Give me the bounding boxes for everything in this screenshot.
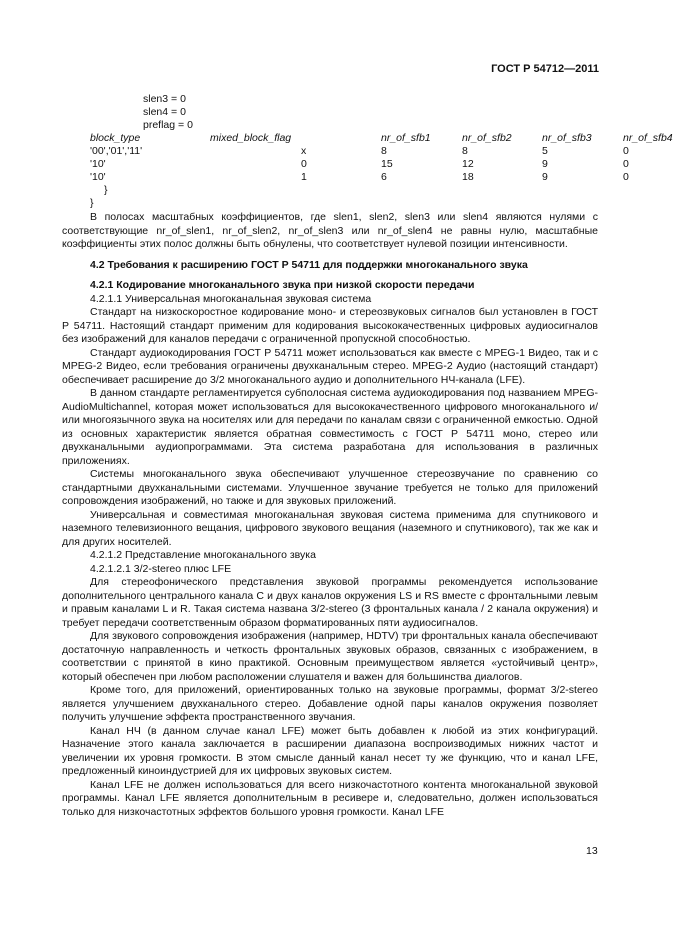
code-line-slen3: slen3 = 0 bbox=[143, 93, 186, 105]
subsection-heading-4-2-1-1: 4.2.1.1 Универсальная многоканальная звуковая система bbox=[90, 292, 372, 305]
page-number: 13 bbox=[586, 845, 598, 857]
table-cell: 0 bbox=[623, 158, 629, 170]
body-text bbox=[62, 211, 598, 819]
table-header-cell: block_type bbox=[90, 132, 141, 144]
paragraph: В данном стандарте регламентируется субполосная система аудиокодирования под названием MPEG-AudioMultichannel, которая может использоваться для высококачественного цифрового многоканального и/или многоязычного звука на носителях или для передачи по каналам связи с ограниченной емкостью. Одной из основных характеристик является обратная совместимость с ГОСТ Р 54711 моно, стерео или двухканальными аудиопрограммами. Эта система разработана для использования в различных приложениях. bbox=[62, 387, 598, 467]
subsection-heading-4-2-1-2: 4.2.1.2 Представление многоканального звука bbox=[90, 549, 316, 561]
table-cell: 12 bbox=[462, 158, 474, 170]
table-cell: 8 bbox=[462, 145, 468, 157]
section-heading-4-2-1: 4.2.1 Кодирование многоканального звука при низкой скорости передачи bbox=[90, 279, 475, 291]
table-header-cell: nr_of_sfb4 bbox=[623, 132, 673, 144]
code-closing-brace: } bbox=[90, 197, 94, 209]
table-header-cell: mixed_block_flag bbox=[210, 132, 292, 144]
table-cell: 15 bbox=[381, 158, 393, 170]
table-cell: 0 bbox=[623, 171, 629, 183]
table-cell: '00','01','11' bbox=[90, 145, 143, 157]
table-header-cell: nr_of_sfb2 bbox=[462, 132, 512, 144]
table-cell: x bbox=[301, 145, 307, 157]
paragraph: Канал LFE не должен использоваться для всего низкочастотного контента многоканальной звуковой программы. Канал LFE является дополнительным в ресивере и, следовательно, должен использоваться только для низкочастотных эффектов большого уровня громкости. Канал LFE bbox=[62, 778, 598, 818]
table-cell: 5 bbox=[542, 145, 548, 157]
paragraph: Для звукового сопровождения изображения (например, HDTV) три фронтальных канала обеспечивают достаточную направленность и четкость фронтальных звуковых образов, связанных с изображением, в соответствии с принятой в кино практикой. Основным преимуществом является «устойчивый центр», который обеспечен при любом расположении слушателя и важен для большинства диалогов. bbox=[62, 630, 598, 683]
table-cell: 9 bbox=[542, 171, 548, 183]
table-cell: 0 bbox=[623, 145, 629, 157]
paragraph: Универсальная и совместимая многоканальная звуковая система применима для спутникового и наземного телевизионного вещания, цифрового звукового вещания (наземного и спутникового), так же как и для других носителей. bbox=[62, 508, 598, 548]
paragraph: Канал НЧ (в данном случае канал LFE) может быть добавлен к любой из этих конфигураций. Назначение этого канала заключается в расширении диапазона воспроизводимых нижних частот и увеличении их уровня громкости. В этом смысле данный канал несет ту же функцию, что и канал LFE, предложенный киноиндустрией для их цифровых звуковых систем. bbox=[62, 724, 598, 777]
paragraph: Системы многоканального звука обеспечивают улучшенное стереозвучание по сравнению со стандартными двухканальными системами. Улучшенное звучание требуется не только для приложений сопровождения изображений, но также и для звуковых приложений. bbox=[62, 468, 598, 507]
code-line-slen4: slen4 = 0 bbox=[143, 106, 186, 118]
table-header-cell: nr_of_sfb3 bbox=[542, 132, 592, 144]
paragraph: Стандарт аудиокодирования ГОСТ Р 54711 может использоваться как вместе с MPEG-1 Видео, так и с MPEG-2 Видео, если требования ограничены двухканальным стерео. MPEG-2 Аудио (настоящий стандарт) обеспечивает расширение до 3/2 многоканального аудио и дополнительного НЧ-канала (LFE). bbox=[62, 346, 598, 386]
document-header: ГОСТ Р 54712—2011 bbox=[491, 63, 599, 75]
paragraph: В полосах масштабных коэффициентов, где slen1, slen2, slen3 или slen4 являются нулями с соответствующие nr_of_slen1, nr_of_slen2, nr_of_slen3 или nr_of_slen4 не равны нулю, масштабные коэффициенты этих полос должны быть обнулены, что соответствует нулевой позиции интенсивности. bbox=[62, 211, 598, 250]
code-closing-brace: } bbox=[104, 184, 108, 196]
paragraph: Стандарт на низкоскоростное кодирование моно- и стереозвуковых сигналов был установлен в ГОСТ Р 54711. Настоящий стандарт применим для кодирования высококачественных цифровых аудиосигналов без изображений для каналов передачи с ограниченной пропускной способностью. bbox=[62, 306, 598, 345]
table-cell: 18 bbox=[462, 171, 474, 183]
code-line-preflag: preflag = 0 bbox=[143, 119, 193, 131]
table-cell: 0 bbox=[301, 158, 307, 170]
table-header-cell: nr_of_sfb1 bbox=[381, 132, 431, 144]
paragraph: Кроме того, для приложений, ориентированных только на звуковые программы, формат 3/2-stereo является улучшением двухканального стерео. Добавление одной пары каналов окружения позволяет получить улучшение эффекта пространственного звучания. bbox=[62, 684, 598, 723]
table-cell: 6 bbox=[381, 171, 387, 183]
table-cell: '10' bbox=[90, 171, 106, 183]
table-cell: '10' bbox=[90, 158, 106, 170]
section-heading-4-2: 4.2 Требования к расширению ГОСТ Р 54711 для поддержки многоканального звука bbox=[90, 258, 528, 271]
table-cell: 8 bbox=[381, 145, 387, 157]
table-cell: 1 bbox=[301, 171, 307, 183]
paragraph: Для стереофонического представления звуковой программы рекомендуется использование дополнительного центрального канала C и двух каналов окружения LS и RS вместе с фронтальными левым и правым каналами L и R. Такая система названа 3/2-stereo (3 фронтальных канала / 2 канала окружения) и требует передачи соответственным образом форматированных пяти аудиосигналов. bbox=[62, 576, 598, 629]
table-cell: 9 bbox=[542, 158, 548, 170]
subsection-heading-4-2-1-2-1: 4.2.1.2.1 3/2-stereo плюс LFE bbox=[90, 562, 232, 575]
